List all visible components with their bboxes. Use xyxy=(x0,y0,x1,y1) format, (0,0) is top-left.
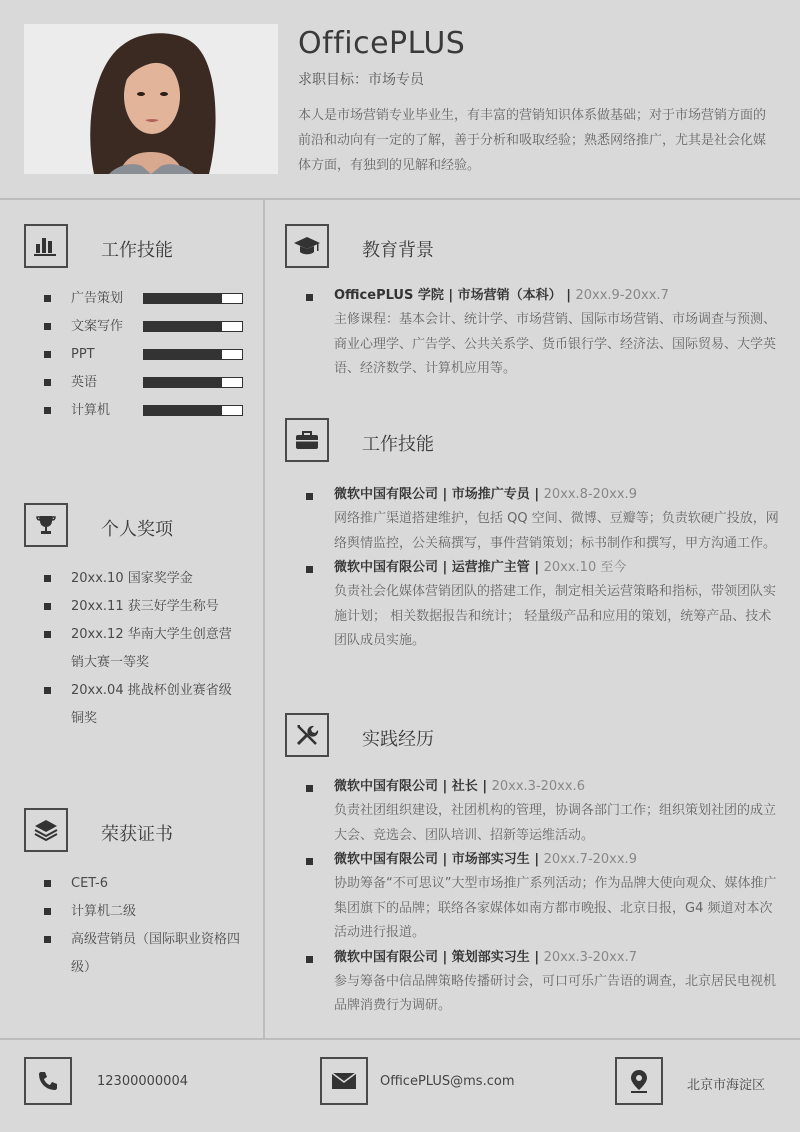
entry-org-role: 微软中国有限公司 | 市场部实习生 | xyxy=(334,852,540,867)
column-divider xyxy=(263,199,265,1039)
certificate-item: CET-6 xyxy=(44,870,254,898)
location-pin-icon xyxy=(615,1057,663,1105)
email-address: OfficePLUS@ms.com xyxy=(380,1074,515,1089)
skill-level-fill xyxy=(144,322,222,331)
skill-label: 英语 xyxy=(71,375,98,390)
work-entries xyxy=(306,483,780,654)
certificate-item: 高级营销员（国际职业资格四级） xyxy=(44,926,254,982)
header-divider xyxy=(0,198,800,200)
entry-heading xyxy=(334,556,780,580)
candidate-name: OfficePLUS xyxy=(298,26,466,61)
experience-entry xyxy=(306,848,780,946)
entry-date: 20xx.10 至今 xyxy=(543,560,627,575)
entry-date: 20xx.3-20xx.6 xyxy=(491,779,585,794)
footer-divider xyxy=(0,1038,800,1040)
entry-description: 主修课程：基本会计、统计学、市场营销、国际市场营销、市场调查与预测、商业心理学、广告学、公共关系学、货币银行学、经济法、国际贸易、大学英语、经济数学、计算机应用等。 xyxy=(334,312,777,376)
practice-entries xyxy=(306,775,780,1019)
experience-entry xyxy=(306,946,780,1019)
entry-heading xyxy=(334,946,780,970)
award-item: 20xx.11 获三好学生称号 xyxy=(44,593,244,621)
trophy-icon xyxy=(24,503,68,547)
award-item: 20xx.12 华南大学生创意营销大赛一等奖 xyxy=(44,621,244,677)
certs-title: 荣获证书 xyxy=(101,824,173,845)
entry-heading xyxy=(334,483,780,507)
entry-description: 网络推广渠道搭建维护，包括 QQ 空间、微博、豆瓣等；负责软硬广投放，网络舆情监控，公关稿撰写，事件营销策划；标书制作和撰写，甲方沟通工作。 xyxy=(334,511,779,551)
experience-entry xyxy=(306,284,780,382)
skill-level-bar xyxy=(143,293,243,304)
experience-entry xyxy=(306,775,780,848)
entry-date: 20xx.3-20xx.7 xyxy=(543,949,637,965)
certificate-item: 计算机二级 xyxy=(44,898,254,926)
experience-entry xyxy=(306,483,780,556)
skill-label: PPT xyxy=(71,347,95,362)
graduation-cap-icon xyxy=(285,224,329,268)
work-title: 工作技能 xyxy=(362,434,434,455)
skill-level-fill xyxy=(144,406,222,415)
skill-level-bar xyxy=(143,377,243,388)
location-text: 北京市海淀区 xyxy=(687,1078,766,1093)
skill-level-bar xyxy=(143,405,243,416)
entry-org-role: 微软中国有限公司 | 运营推广主管 | xyxy=(334,560,540,575)
award-item: 20xx.10 国家奖学金 xyxy=(44,565,244,593)
skill-item xyxy=(44,341,254,369)
entry-description: 负责社团组织建设，社团机构的管理，协调各部门工作；组织策划社团的成立大会、竞选会、团队培训、招新等运维活动。 xyxy=(334,803,777,843)
skill-level-fill xyxy=(144,350,222,359)
phone-icon xyxy=(24,1057,72,1105)
education-entries xyxy=(306,284,780,382)
entry-date: 20xx.8-20xx.9 xyxy=(543,487,637,502)
entry-org-role: 微软中国有限公司 | 市场推广专员 | xyxy=(334,487,540,502)
skills-list xyxy=(44,285,254,425)
awards-list xyxy=(44,565,244,733)
skill-label: 广告策划 xyxy=(71,291,124,306)
profile-photo xyxy=(24,24,278,174)
skill-item xyxy=(44,285,254,313)
tools-icon xyxy=(285,713,329,757)
awards-title: 个人奖项 xyxy=(101,519,173,540)
entry-org-role: 微软中国有限公司 | 策划部实习生 | xyxy=(334,949,540,965)
entry-org-role: 微软中国有限公司 | 社长 | xyxy=(334,779,488,794)
skill-level-fill xyxy=(144,378,222,387)
entry-heading xyxy=(334,775,780,799)
entry-description: 参与筹备中信品牌策略传播研讨会，可口可乐广告语的调查，北京居民电视机品牌消费行为调研。 xyxy=(334,973,777,1013)
briefcase-icon xyxy=(285,418,329,462)
skill-level-bar xyxy=(143,321,243,332)
bar-chart-icon xyxy=(24,224,68,268)
entry-heading xyxy=(334,284,780,308)
skill-item xyxy=(44,369,254,397)
skill-label: 文案写作 xyxy=(71,319,124,334)
skill-label: 计算机 xyxy=(71,403,111,418)
layers-icon xyxy=(24,808,68,852)
entry-description: 负责社会化媒体营销团队的搭建工作，制定相关运营策略和指标，带领团队实施计划； 相关数据报告和统计； 轻量级产品和应用的策划，统筹产品、技术团队成员实施。 xyxy=(334,584,777,648)
skills-title: 工作技能 xyxy=(101,240,173,261)
entry-date: 20xx.9-20xx.7 xyxy=(575,288,669,303)
self-introduction: 本人是市场营销专业毕业生，有丰富的营销知识体系做基础；对于市场营销方面的前沿和动向有一定的了解，善于分析和吸取经验；熟悉网络推广，尤其是社会化媒体方面，有独到的见解和经验。 xyxy=(298,108,767,173)
skill-level-fill xyxy=(144,294,222,303)
experience-entry xyxy=(306,556,780,654)
education-title: 教育背景 xyxy=(362,240,434,261)
job-target: 求职目标：市场专员 xyxy=(298,72,424,88)
certs-list xyxy=(44,870,254,982)
entry-date: 20xx.7-20xx.9 xyxy=(543,852,637,867)
skill-item xyxy=(44,397,254,425)
entry-heading xyxy=(334,848,780,872)
skill-item xyxy=(44,313,254,341)
entry-org-role: OfficePLUS 学院 | 市场营销（本科） | xyxy=(334,288,571,303)
entry-description: 协助筹备“不可思议”大型市场推广系列活动；作为品牌大使向观众、媒体推广集团旗下的品牌；联络各家媒体如南方都市晚报、北京日报，G4 频道对本次活动进行报道。 xyxy=(334,876,777,940)
practice-title: 实践经历 xyxy=(362,729,434,750)
envelope-icon xyxy=(320,1057,368,1105)
award-item: 20xx.04 挑战杯创业赛省级铜奖 xyxy=(44,677,244,733)
phone-number: 12300000004 xyxy=(97,1074,188,1089)
skill-level-bar xyxy=(143,349,243,360)
